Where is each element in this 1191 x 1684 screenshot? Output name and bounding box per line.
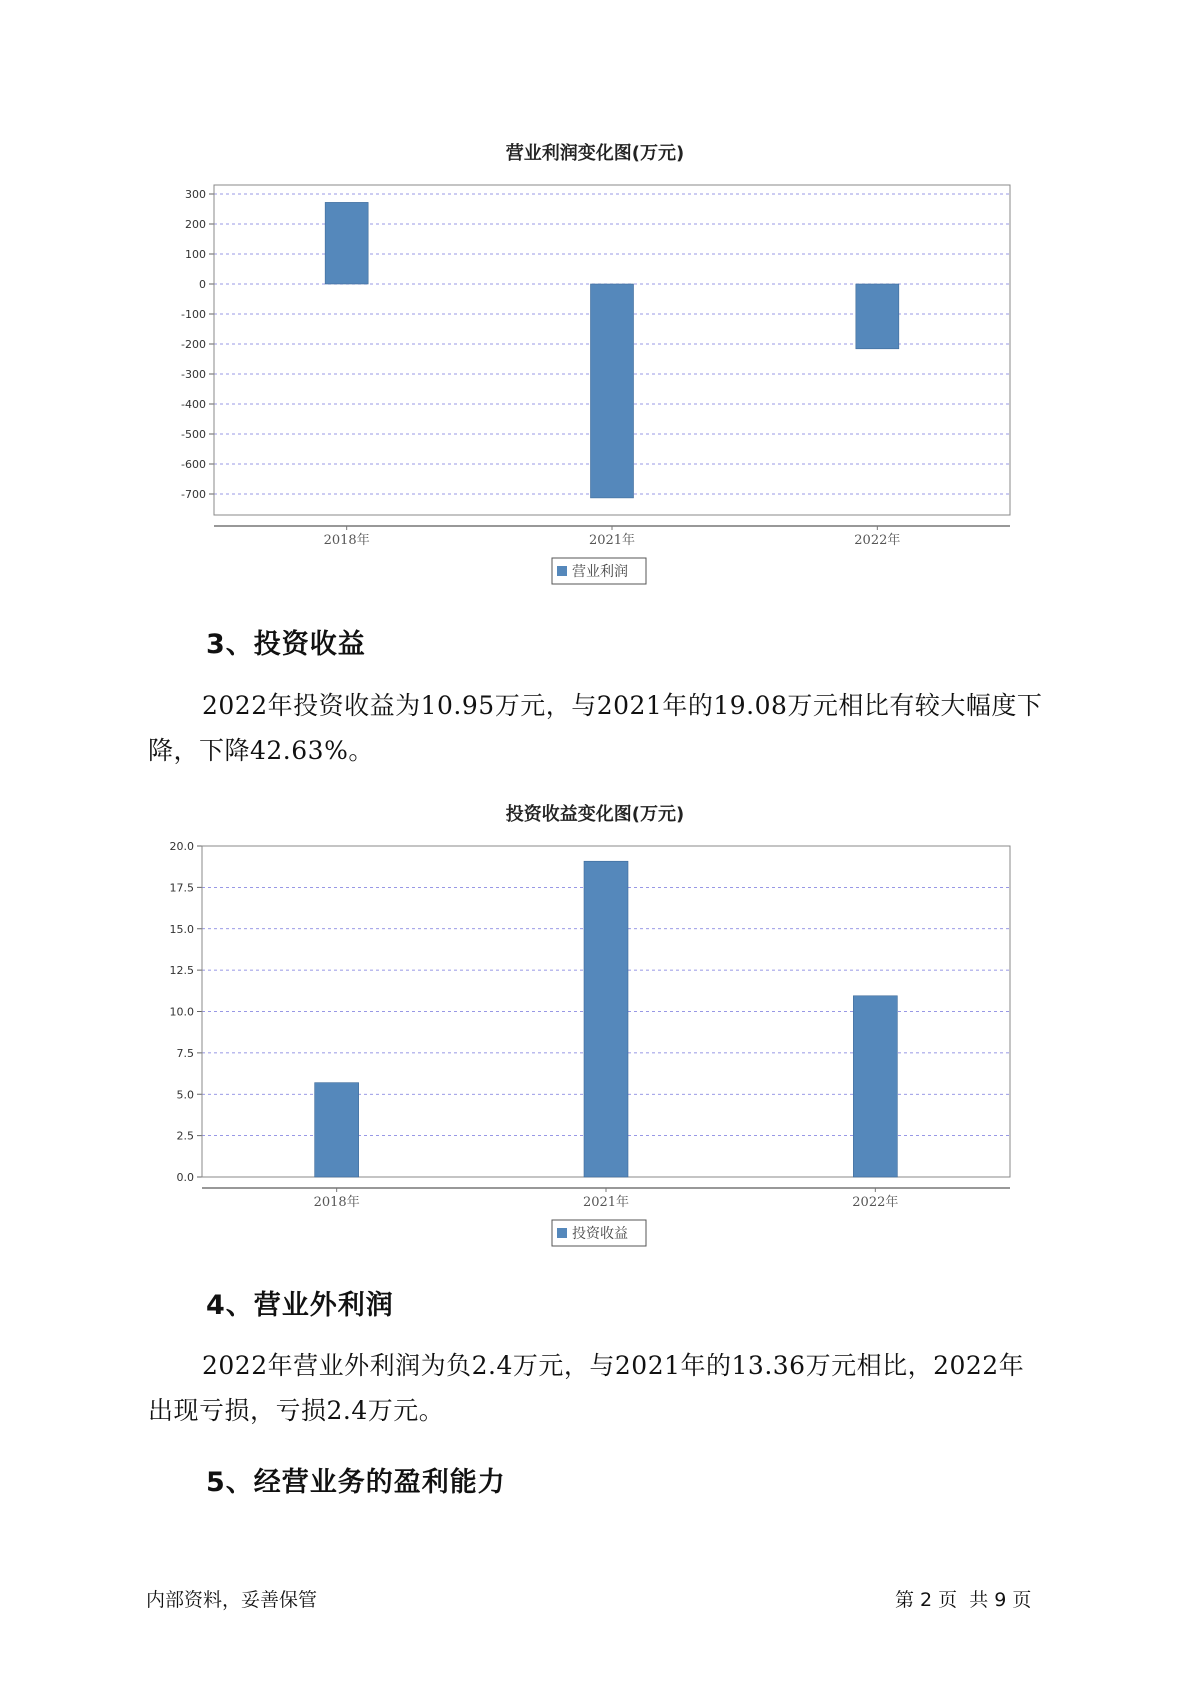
section-4-heading: 4、营业外利润 xyxy=(206,1290,394,1321)
y-tick-label: -300 xyxy=(181,368,206,381)
legend-label: 投资收益 xyxy=(572,1226,628,1242)
y-tick-label: 15.0 xyxy=(169,922,194,936)
section-3-text: 2022年投资收益为10.95万元，与2021年的19.08万元相比有较大幅度下降，下降42.63%。 xyxy=(148,691,1043,765)
bar-2022年 xyxy=(853,996,897,1177)
y-tick-label: -500 xyxy=(181,428,206,441)
footer-page-number: 第 2 页 共 9 页 xyxy=(895,1589,1032,1611)
y-tick-label: 20.0 xyxy=(169,840,194,853)
y-tick-label: 17.5 xyxy=(169,881,194,895)
bar-2018年 xyxy=(315,1083,359,1177)
section-5-heading: 5、经营业务的盈利能力 xyxy=(206,1467,506,1498)
y-tick-label: 5.0 xyxy=(176,1088,194,1102)
y-tick-label: -100 xyxy=(181,308,206,321)
x-tick-label: 2022年 xyxy=(852,1195,899,1210)
x-tick-label: 2021年 xyxy=(582,1195,630,1210)
chart-title: 营业利润变化图(万元) xyxy=(505,143,685,164)
y-tick-label: 200 xyxy=(185,218,206,231)
y-tick-label: 0 xyxy=(199,278,206,291)
y-tick-label: 2.5 xyxy=(176,1129,194,1143)
y-tick-label: 12.5 xyxy=(169,964,194,978)
legend-label: 营业利润 xyxy=(572,564,628,580)
y-tick-label: 10.0 xyxy=(169,1005,194,1019)
footer-left: 内部资料，妥善保管 xyxy=(146,1589,318,1611)
legend-swatch xyxy=(557,1228,567,1238)
y-tick-label: 100 xyxy=(185,248,206,261)
y-tick-label: 7.5 xyxy=(176,1046,194,1060)
y-tick-label: -400 xyxy=(181,398,206,411)
x-tick-label: 2021年 xyxy=(588,533,636,548)
y-tick-label: 300 xyxy=(185,188,206,201)
bar-2021年 xyxy=(584,861,628,1177)
y-tick-label: 0.0 xyxy=(176,1171,194,1184)
x-tick-label: 2018年 xyxy=(313,1195,360,1210)
y-tick-label: -200 xyxy=(181,338,206,351)
y-tick-label: -600 xyxy=(181,458,206,471)
x-tick-label: 2022年 xyxy=(854,533,901,548)
y-tick-label: -700 xyxy=(181,488,206,501)
section-4-paragraph xyxy=(148,1343,1048,1433)
chart-title: 投资收益变化图(万元) xyxy=(505,804,685,825)
section-4-text: 2022年营业外利润为负2.4万元，与2021年的13.36万元相比，2022年出现亏损，亏损2.4万元。 xyxy=(148,1351,1025,1425)
x-tick-label: 2018年 xyxy=(323,533,370,548)
section-3-heading: 3、投资收益 xyxy=(206,629,366,660)
